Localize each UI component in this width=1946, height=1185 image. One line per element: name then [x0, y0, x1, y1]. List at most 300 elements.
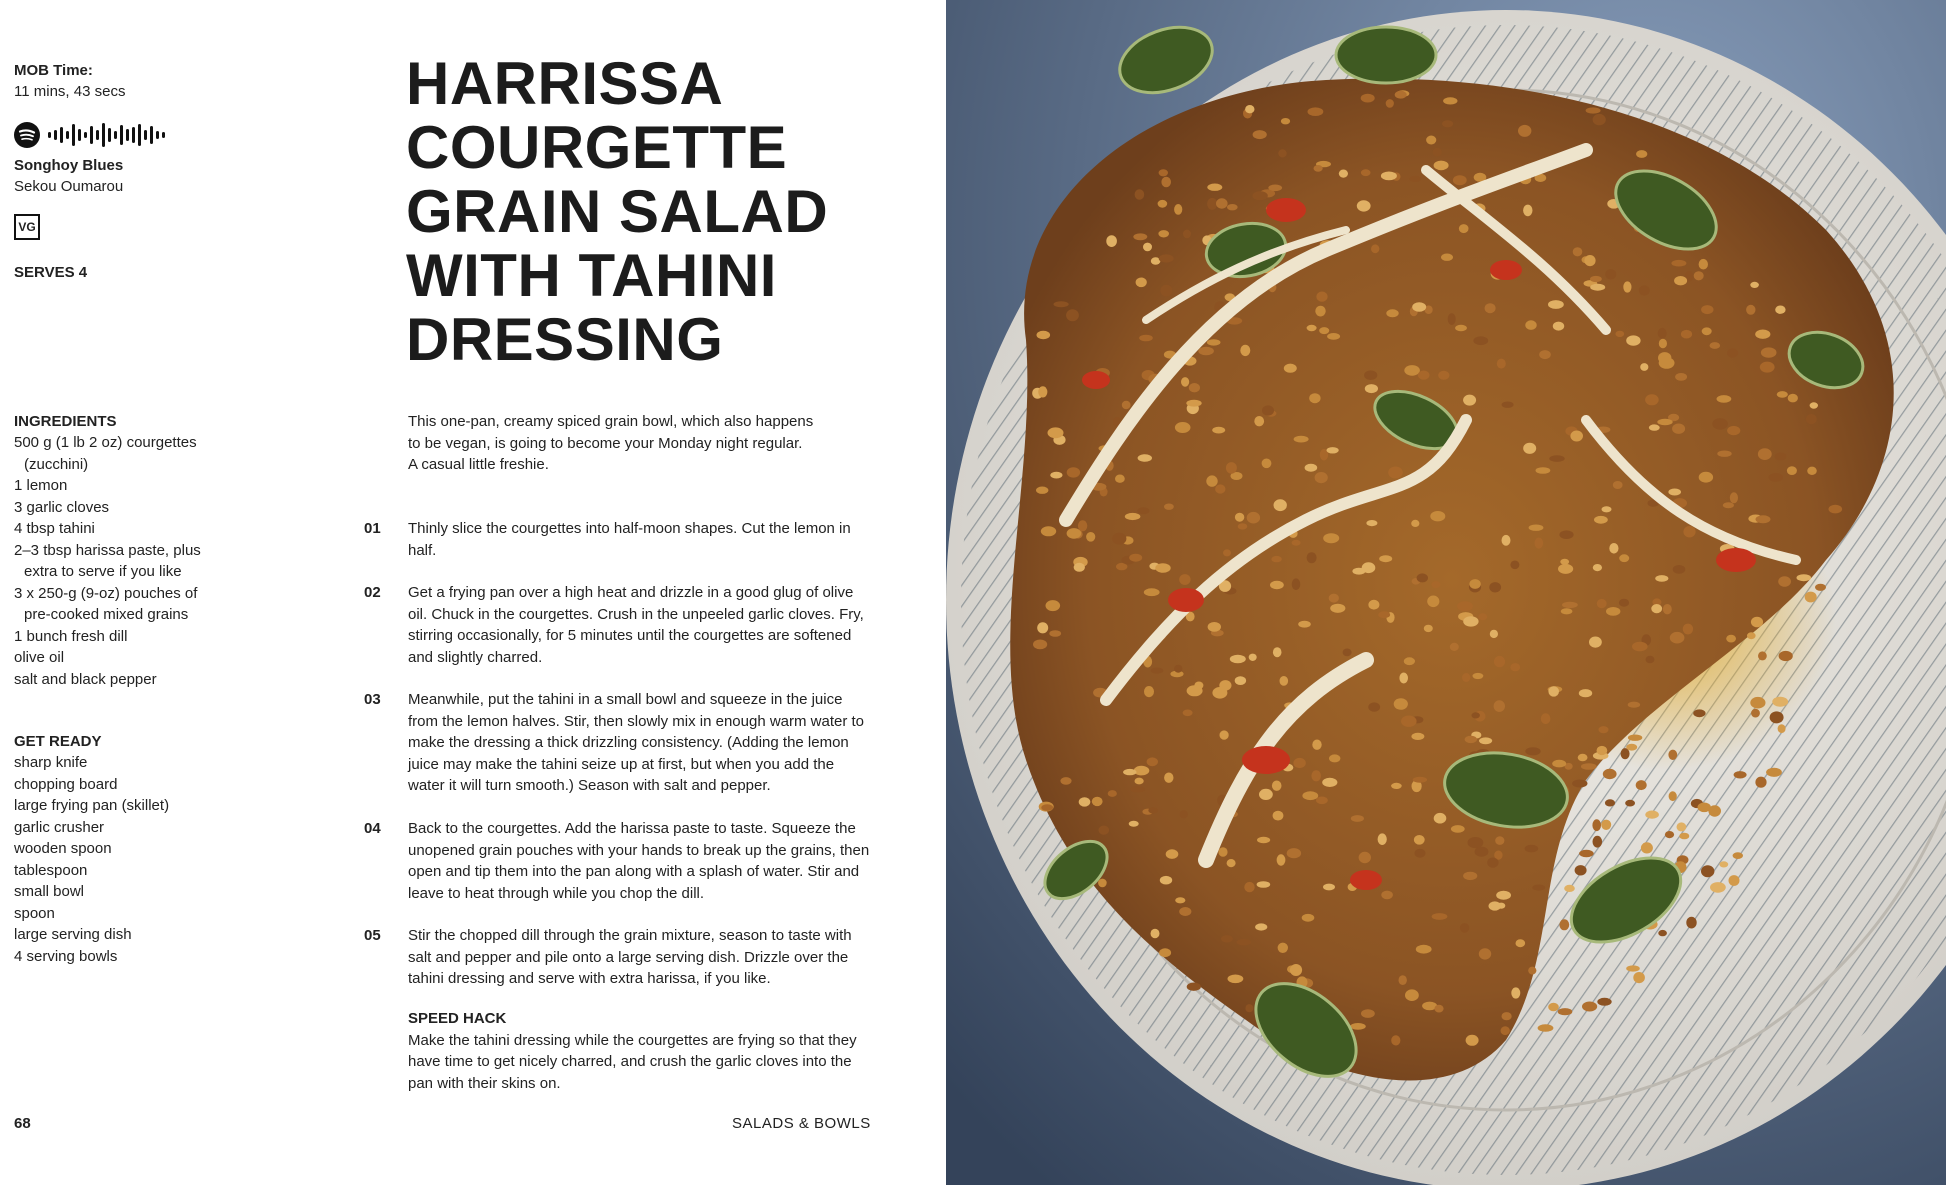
equipment-item: large serving dish [14, 926, 132, 943]
intro-text [408, 411, 848, 476]
grain [1143, 243, 1152, 252]
grain [1391, 783, 1402, 789]
grain [1649, 424, 1660, 430]
grain [1453, 175, 1467, 185]
grain [1108, 790, 1117, 797]
grain [1327, 333, 1340, 340]
grain [1253, 130, 1267, 139]
grain [1494, 700, 1505, 712]
grain [1066, 309, 1079, 321]
title-line: DRESSING [406, 306, 724, 373]
equipment-item: sharp knife [14, 754, 88, 771]
grain [1316, 797, 1328, 805]
dish-photo [946, 0, 1946, 1185]
grain [1180, 810, 1188, 818]
grain [1302, 914, 1315, 922]
grain [1552, 760, 1566, 768]
get-ready-list [14, 752, 214, 967]
grain [1717, 451, 1731, 457]
grain [1134, 766, 1150, 776]
grain [1478, 613, 1487, 620]
grain [1086, 532, 1095, 542]
mob-time-label: MOB Time: [14, 62, 93, 79]
step-text: Meanwhile, put the tahini in a small bowl and squeeze in the juice from the lemon halves. Stir, then slowly mix in enough warm water to make the dressing a thick drizzling consistency. (Adding the lemon juice may make the tahini seize up at first, but when you add the water it will turn smooth.) Season with salt and pepper. [408, 691, 865, 794]
grain [1815, 584, 1826, 591]
grain [1099, 826, 1110, 835]
grain [1442, 120, 1453, 127]
grain [1151, 668, 1164, 674]
grain [1746, 305, 1755, 315]
grain [1323, 884, 1335, 891]
grain [1330, 604, 1345, 613]
grain [1601, 820, 1611, 830]
grain [1255, 923, 1267, 930]
grain [1502, 1012, 1512, 1020]
grain [1067, 467, 1080, 477]
grain [1037, 331, 1051, 339]
grain [1756, 515, 1771, 523]
grain [1479, 948, 1491, 959]
grain [1770, 711, 1784, 723]
grain [1151, 929, 1160, 939]
grain [1431, 581, 1440, 588]
grain [1581, 763, 1597, 770]
grain [1463, 616, 1478, 626]
step-number: 03 [364, 691, 381, 708]
grain [1564, 885, 1575, 892]
grain [1605, 269, 1616, 279]
grain [1130, 786, 1145, 792]
grain [1584, 255, 1595, 266]
grain [1615, 331, 1624, 337]
grain [1502, 402, 1514, 408]
grain [1625, 800, 1635, 807]
equipment-item: garlic crusher [14, 818, 105, 836]
grain [1628, 702, 1640, 708]
grain [1701, 305, 1713, 314]
ingredient-item: 3 garlic cloves [14, 498, 110, 516]
song-title: Songhoy Blues [14, 157, 124, 174]
method-step [364, 925, 874, 990]
grain [1270, 581, 1284, 589]
grain [1365, 384, 1378, 393]
grain [1538, 1024, 1554, 1032]
equipment-item: spoon [14, 904, 55, 922]
grain [1575, 865, 1587, 875]
grain [1144, 686, 1154, 697]
grain [1280, 676, 1289, 686]
grain [1316, 292, 1327, 302]
grain [1558, 564, 1573, 574]
method-step [364, 518, 874, 561]
grain [1548, 1003, 1559, 1012]
grain [1404, 657, 1415, 665]
grain [1240, 345, 1250, 356]
grain [1284, 364, 1297, 373]
grain [1693, 709, 1705, 717]
grain [1597, 998, 1611, 1006]
step-text: Stir the chopped dill through the grain mixture, season to taste with salt and pepper and pile onto a large serving dish. Drizzle over the tahini dressing and serve with extra harissa, if you like. [408, 927, 852, 987]
grain [1350, 1023, 1366, 1030]
grain [1597, 599, 1607, 608]
grain [1710, 882, 1726, 893]
grain [1579, 850, 1594, 857]
grain [1775, 306, 1785, 314]
grain [1129, 821, 1139, 827]
grain [1037, 622, 1048, 633]
grain [1133, 233, 1147, 240]
grain [1495, 836, 1504, 845]
grain [1510, 561, 1519, 570]
grain [1766, 768, 1782, 777]
grain [1046, 600, 1061, 611]
grain [1343, 649, 1352, 657]
recipe-title [406, 52, 866, 372]
grain [1137, 507, 1149, 514]
grain [1573, 247, 1583, 256]
grain [1670, 632, 1685, 644]
grain [1561, 608, 1573, 614]
grain [1160, 876, 1172, 885]
grain [1485, 303, 1496, 313]
grain [1381, 891, 1393, 900]
grain [1755, 777, 1766, 788]
grain [1378, 611, 1390, 618]
grain [1806, 414, 1817, 424]
step-text: Get a frying pan over a high heat and drizzle in a good glug of olive oil. Chuck in the courgettes. Crush in the unpeeled garlic cloves. Fry, stirring occasionally, for 5 minutes until the courgettes are softened and slightly charred. [408, 584, 864, 666]
grain [1717, 395, 1732, 403]
grain [1539, 350, 1551, 359]
grain [1541, 713, 1551, 724]
grain [1148, 807, 1158, 813]
grain [1160, 285, 1172, 297]
get-ready-heading: GET READY [14, 733, 102, 750]
grain [1668, 750, 1677, 760]
grain [1413, 777, 1427, 783]
grain [1041, 804, 1053, 811]
salad-illustration [946, 0, 1946, 1185]
grain [1651, 604, 1662, 613]
grain [1212, 427, 1225, 434]
grain [1659, 339, 1667, 348]
grain [1415, 849, 1426, 858]
grain [1268, 185, 1282, 192]
vegan-badge-icon [14, 214, 40, 240]
grain [1302, 791, 1318, 800]
ingredient-item: 4 tbsp tahini [14, 520, 95, 537]
grain [1125, 513, 1141, 520]
grain [1329, 754, 1340, 762]
grain [1293, 758, 1305, 768]
grain [1207, 198, 1217, 210]
grain [1249, 654, 1257, 661]
grain [1207, 339, 1221, 345]
grain [1351, 815, 1364, 822]
grain [1479, 737, 1492, 744]
grain [1357, 200, 1371, 211]
spotify-code[interactable] [14, 122, 172, 148]
grain [1404, 365, 1420, 376]
grain [1230, 655, 1246, 664]
grain [1733, 852, 1743, 859]
ingredient-item: 2–3 tbsp harissa paste, plus extra to serve if you like [14, 541, 201, 580]
grain [1048, 427, 1064, 438]
grain [1788, 394, 1798, 403]
grain [1327, 447, 1339, 453]
grain [1361, 1009, 1375, 1018]
ingredient-item: olive oil [14, 649, 65, 666]
grain [1669, 791, 1677, 801]
grain [1139, 335, 1153, 342]
grain [1386, 309, 1398, 317]
grain [1683, 624, 1693, 635]
grain [1523, 443, 1536, 454]
grain [1281, 118, 1290, 124]
grain [1558, 1008, 1573, 1015]
grain [1593, 836, 1603, 848]
section-name: SALADS & BOWLS [732, 1115, 871, 1132]
method-step [364, 818, 874, 904]
grain [1730, 492, 1738, 503]
grain [1424, 625, 1433, 632]
ingredients-heading: INGREDIENTS [14, 413, 117, 430]
grain [1636, 780, 1647, 790]
grain [1262, 459, 1272, 469]
grain [1463, 395, 1476, 406]
vegan-badge-label: VG [18, 220, 36, 234]
grain [1129, 554, 1142, 562]
grain [1590, 284, 1605, 291]
grain [1734, 771, 1747, 778]
grain [1381, 172, 1397, 181]
grain [1605, 799, 1615, 806]
grain [1257, 881, 1271, 888]
grain [1245, 1004, 1253, 1012]
grain [1438, 371, 1449, 380]
grain [1312, 740, 1321, 750]
grain [1227, 204, 1238, 210]
grain [1609, 543, 1618, 554]
grain [1290, 964, 1302, 976]
grain [1307, 325, 1317, 331]
grain [1050, 472, 1062, 479]
grain [1379, 555, 1392, 562]
grain [1460, 923, 1469, 933]
page-number: 68 [14, 1115, 31, 1132]
grain [1797, 574, 1812, 581]
grain [1592, 819, 1601, 831]
grain [1761, 347, 1777, 357]
grain [1594, 516, 1608, 524]
grain [1525, 845, 1539, 853]
grain [1414, 835, 1425, 845]
grain [1388, 467, 1403, 479]
grain [1322, 778, 1337, 787]
equipment-item: wooden spoon [14, 840, 112, 857]
equipment-item: 4 serving bowls [14, 947, 118, 965]
grain [1769, 473, 1784, 482]
grain [1579, 689, 1592, 697]
grain [1468, 837, 1484, 848]
step-number: 02 [364, 584, 381, 601]
grain [1673, 565, 1686, 574]
grain [1430, 511, 1445, 521]
grain [1164, 773, 1173, 783]
grain [1536, 467, 1551, 474]
grain [1319, 327, 1329, 334]
grain [1433, 148, 1442, 157]
title-line: COURGETTE [406, 114, 788, 181]
grain [1473, 336, 1488, 345]
grain [1179, 574, 1190, 585]
grain [1679, 833, 1689, 840]
grain [1060, 777, 1071, 785]
grain [1675, 373, 1687, 381]
grain [1462, 673, 1470, 682]
grain [1603, 769, 1617, 779]
grain [1361, 94, 1375, 103]
grain [1729, 875, 1740, 886]
mob-time [14, 60, 125, 102]
grain [1386, 99, 1394, 108]
grain [1677, 822, 1687, 831]
grain [1175, 897, 1185, 903]
grain [1589, 637, 1602, 648]
grain [1727, 348, 1738, 357]
grain [1175, 422, 1191, 433]
grain [1271, 556, 1281, 562]
equipment-item: chopping board [14, 775, 118, 793]
grain [1518, 125, 1531, 137]
grain [1441, 254, 1453, 261]
grain [1223, 549, 1231, 556]
grain [1755, 330, 1770, 339]
grain [1292, 578, 1301, 590]
grain [1399, 975, 1407, 985]
grain [1699, 259, 1708, 270]
grain [1466, 1035, 1479, 1046]
grain [1179, 907, 1191, 916]
grain [1469, 579, 1480, 589]
grain [1189, 383, 1200, 392]
grain [1378, 833, 1387, 845]
grain [1448, 313, 1456, 325]
grain [1307, 552, 1317, 563]
grain [1208, 622, 1221, 632]
grain [1548, 686, 1559, 696]
grain [1489, 901, 1502, 910]
grain [1273, 811, 1284, 821]
grain [1262, 405, 1274, 415]
grain [1560, 559, 1569, 565]
grain [1215, 484, 1225, 493]
grain [1570, 431, 1583, 442]
ingredient-item: salt and black pepper [14, 670, 157, 688]
intro-line: A casual little freshie. [408, 456, 549, 473]
grain [1686, 917, 1696, 929]
grain [1159, 254, 1174, 262]
grain [1395, 91, 1407, 99]
grain [1645, 394, 1659, 405]
grain [1487, 858, 1498, 868]
grain [1416, 945, 1432, 954]
grain [1106, 235, 1117, 247]
ingredient-item: 3 x 250-g (9-oz) pouches of pre-cooked mixed grains [14, 584, 198, 623]
grain [1074, 563, 1085, 572]
grain [1750, 282, 1759, 288]
grain [1227, 859, 1236, 867]
ingredient-item: 1 lemon [14, 477, 68, 494]
step-text: Thinly slice the courgettes into half-moon shapes. Cut the lemon in half. [408, 520, 851, 559]
step-number: 05 [364, 927, 381, 944]
grain [1663, 604, 1672, 614]
grain [1207, 184, 1222, 191]
grain [1434, 1005, 1443, 1013]
grain [1632, 642, 1648, 652]
grain [1778, 724, 1786, 733]
grain [1366, 520, 1377, 526]
grain [1434, 161, 1449, 171]
grain [1655, 575, 1668, 582]
grain [1339, 170, 1348, 178]
intro-line: This one-pan, creamy spiced grain bowl, which also happens [408, 413, 814, 430]
grain [1135, 778, 1144, 785]
grain [1136, 278, 1147, 288]
grain [1041, 526, 1056, 536]
grain [1155, 563, 1170, 573]
grain [1122, 401, 1131, 409]
grain [1465, 736, 1477, 743]
grain [1216, 198, 1228, 208]
grain [1187, 983, 1201, 991]
grain [1364, 370, 1377, 380]
grain [1277, 854, 1286, 865]
grain [1183, 710, 1193, 717]
grain [1723, 502, 1734, 508]
grain [1237, 939, 1251, 945]
grain [1645, 811, 1659, 819]
grain [1158, 200, 1168, 208]
grain [1049, 630, 1061, 637]
grain [1701, 865, 1714, 877]
grain [1144, 588, 1160, 596]
grain [1361, 169, 1371, 176]
grain [1183, 230, 1191, 239]
grain [1292, 540, 1301, 546]
grain [1443, 97, 1457, 104]
grain [1606, 607, 1620, 616]
grain [1807, 467, 1817, 475]
grain [1805, 592, 1817, 603]
spotify-icon [14, 122, 40, 148]
grain [1501, 1026, 1510, 1035]
grain [1698, 803, 1711, 813]
grain [1516, 939, 1526, 947]
grain [1641, 842, 1653, 853]
grain [1727, 426, 1740, 435]
grain [1272, 781, 1282, 791]
grain [1699, 472, 1713, 483]
grain [1665, 831, 1674, 838]
grain [1758, 651, 1767, 660]
grain [1257, 837, 1270, 843]
grain [1775, 453, 1787, 461]
grain [1427, 596, 1439, 608]
grain [1602, 506, 1612, 512]
grain [1710, 342, 1721, 349]
grain [1681, 330, 1692, 339]
grain [1450, 643, 1459, 651]
